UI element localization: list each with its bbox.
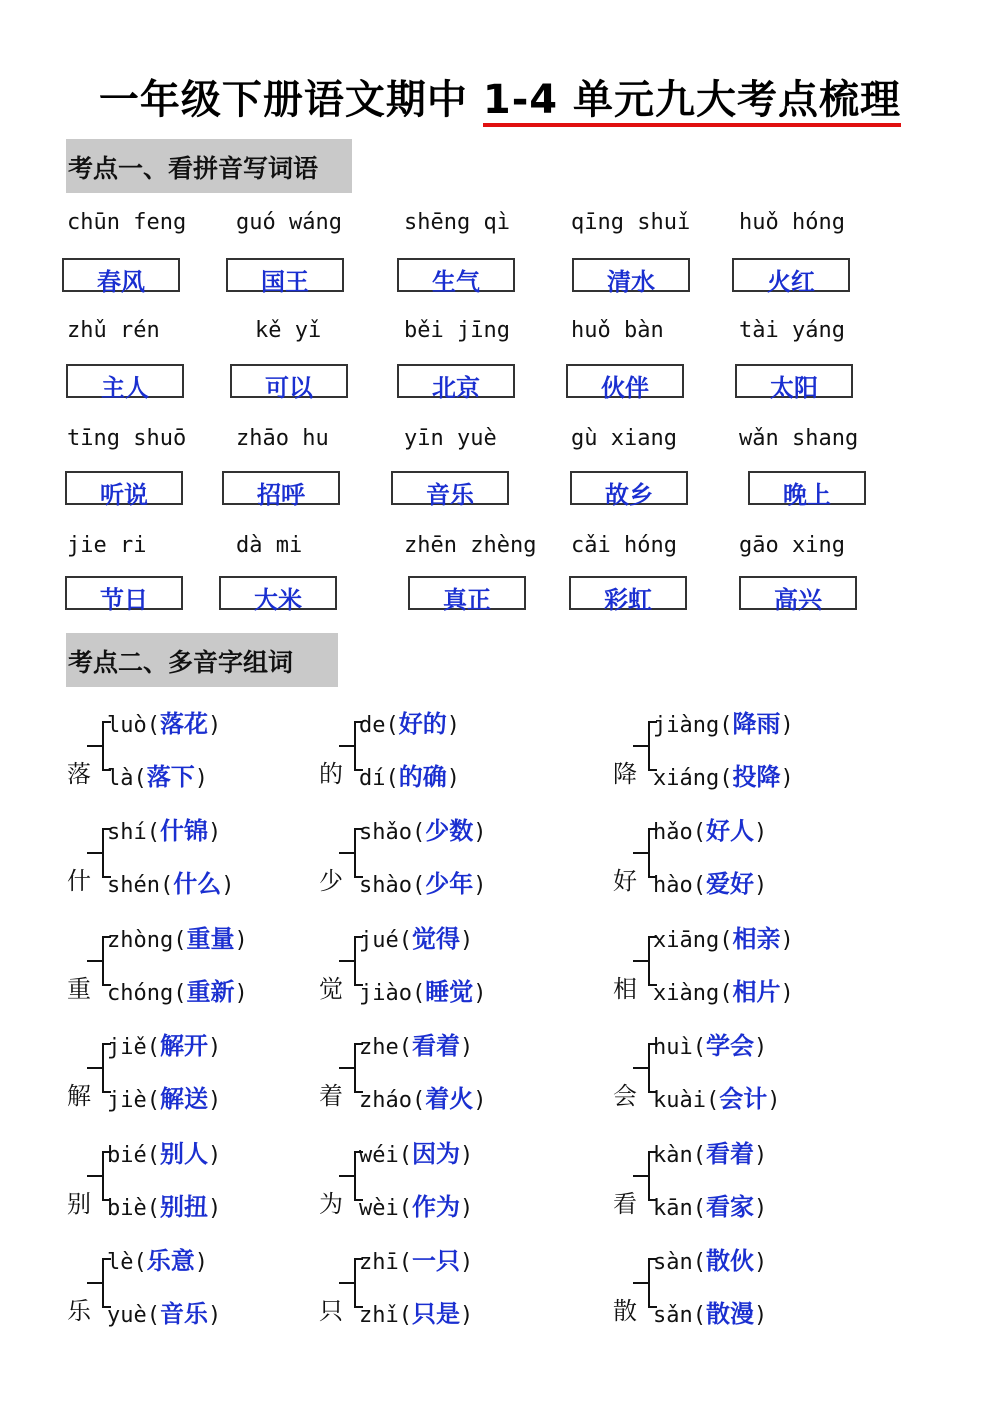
reading-2: shào(少年) bbox=[359, 870, 487, 898]
answer-word: 清水 bbox=[607, 268, 655, 296]
answer-box bbox=[570, 471, 688, 509]
reading-pinyin: jué bbox=[359, 928, 399, 953]
polyphonic-char: 为 bbox=[319, 1190, 343, 1218]
answer-box bbox=[566, 364, 684, 402]
reading-word: 散漫 bbox=[706, 1300, 754, 1328]
reading-pinyin: wéi bbox=[359, 1143, 399, 1168]
answer-box bbox=[569, 576, 687, 614]
polyphonic-group bbox=[613, 923, 893, 1023]
pinyin-label: qīng shuǐ bbox=[571, 210, 691, 235]
reading-2: zháo(着火) bbox=[359, 1085, 487, 1113]
reading-word: 少数 bbox=[425, 817, 474, 845]
answer-box bbox=[408, 576, 526, 614]
reading-word: 看着 bbox=[412, 1032, 460, 1060]
answer-word: 节日 bbox=[100, 586, 148, 614]
answer-word: 招呼 bbox=[257, 481, 305, 509]
polyphonic-group bbox=[613, 1245, 893, 1345]
reading-pinyin: zhe bbox=[359, 1035, 399, 1060]
reading-word: 只是 bbox=[412, 1300, 460, 1328]
polyphonic-group bbox=[613, 708, 893, 808]
reading-pinyin: shǎo bbox=[359, 820, 412, 845]
polyphonic-char: 重 bbox=[67, 975, 91, 1003]
reading-2: shén(什么) bbox=[107, 870, 235, 898]
reading-word: 落花 bbox=[160, 710, 208, 738]
reading-2: là(落下) bbox=[107, 763, 208, 791]
polyphonic-char: 少 bbox=[319, 867, 343, 895]
pinyin-label: huǒ hóng bbox=[739, 210, 845, 235]
reading-word: 着火 bbox=[425, 1085, 474, 1113]
pinyin-label: gāo xing bbox=[739, 533, 845, 558]
polyphonic-char: 别 bbox=[67, 1190, 91, 1218]
reading-2: xiàng(相片) bbox=[653, 978, 794, 1006]
reading-word: 解送 bbox=[160, 1085, 208, 1113]
reading-pinyin: shén bbox=[107, 873, 160, 898]
answer-word: 春风 bbox=[97, 268, 145, 296]
reading-pinyin: kàn bbox=[653, 1143, 693, 1168]
reading-2: biè(别扭) bbox=[107, 1193, 222, 1221]
answer-box bbox=[748, 471, 866, 509]
polyphonic-group bbox=[319, 815, 599, 915]
reading-1: zhī(一只) bbox=[359, 1247, 474, 1275]
reading-1: bié(别人) bbox=[107, 1140, 222, 1168]
reading-pinyin: jiào bbox=[359, 981, 412, 1006]
pinyin-label: zhāo hu bbox=[236, 426, 329, 451]
polyphonic-char: 降 bbox=[613, 760, 637, 788]
answer-box bbox=[397, 258, 515, 296]
answer-box bbox=[739, 576, 857, 614]
reading-word: 落下 bbox=[146, 763, 195, 791]
polyphonic-group bbox=[319, 1138, 599, 1238]
reading-pinyin: shào bbox=[359, 873, 412, 898]
polyphonic-group bbox=[613, 1138, 893, 1238]
reading-word: 重新 bbox=[186, 978, 235, 1006]
pinyin-label: guó wáng bbox=[236, 210, 342, 235]
reading-word: 少年 bbox=[425, 870, 474, 898]
reading-word: 好人 bbox=[706, 817, 754, 845]
reading-word: 别人 bbox=[160, 1140, 208, 1168]
polyphonic-group bbox=[319, 708, 599, 808]
reading-1: jiě(解开) bbox=[107, 1032, 222, 1060]
answer-box bbox=[732, 258, 850, 296]
polyphonic-char: 解 bbox=[67, 1082, 91, 1110]
page-title bbox=[0, 68, 1000, 125]
pinyin-label: běi jīng bbox=[404, 318, 510, 343]
answer-word: 高兴 bbox=[774, 586, 822, 614]
answer-box bbox=[222, 471, 340, 509]
reading-2: xiáng(投降) bbox=[653, 763, 794, 791]
reading-word: 音乐 bbox=[160, 1300, 208, 1328]
polyphonic-char: 散 bbox=[613, 1297, 637, 1325]
pinyin-label: yīn yuè bbox=[404, 426, 497, 451]
pinyin-label: tài yáng bbox=[739, 318, 845, 343]
reading-word: 因为 bbox=[412, 1140, 460, 1168]
reading-pinyin: zhǐ bbox=[359, 1303, 399, 1328]
answer-word: 听说 bbox=[100, 481, 148, 509]
reading-1: wéi(因为) bbox=[359, 1140, 474, 1168]
answer-box bbox=[65, 576, 183, 614]
answer-word: 晚上 bbox=[783, 481, 831, 509]
answer-box bbox=[62, 258, 180, 296]
polyphonic-group bbox=[67, 923, 347, 1023]
reading-2: jiè(解送) bbox=[107, 1085, 222, 1113]
reading-1: jué(觉得) bbox=[359, 925, 474, 953]
pinyin-label: dà mi bbox=[236, 533, 303, 558]
answer-word: 故乡 bbox=[605, 481, 653, 509]
reading-pinyin: wèi bbox=[359, 1196, 399, 1221]
reading-pinyin: hǎo bbox=[653, 820, 693, 845]
reading-pinyin: sàn bbox=[653, 1250, 693, 1275]
reading-1: sàn(散伙) bbox=[653, 1247, 768, 1275]
reading-pinyin: jiě bbox=[107, 1035, 147, 1060]
answer-box bbox=[226, 258, 344, 296]
reading-word: 的确 bbox=[398, 763, 447, 791]
reading-1: shǎo(少数) bbox=[359, 817, 487, 845]
answer-box bbox=[66, 364, 184, 402]
reading-word: 睡觉 bbox=[425, 978, 474, 1006]
polyphonic-char: 的 bbox=[319, 760, 343, 788]
reading-1: zhòng(重量) bbox=[107, 925, 248, 953]
pinyin-label: zhēn zhèng bbox=[404, 533, 537, 558]
polyphonic-group bbox=[67, 1030, 347, 1130]
reading-pinyin: là bbox=[107, 766, 134, 791]
polyphonic-group bbox=[613, 815, 893, 915]
reading-2: kuài(会计) bbox=[653, 1085, 781, 1113]
answer-word: 主人 bbox=[101, 374, 149, 402]
reading-pinyin: yuè bbox=[107, 1303, 147, 1328]
reading-word: 重量 bbox=[186, 925, 235, 953]
answer-box bbox=[735, 364, 853, 402]
reading-pinyin: jiè bbox=[107, 1088, 147, 1113]
reading-1: luò(落花) bbox=[107, 710, 222, 738]
pinyin-label: jie ri bbox=[67, 533, 147, 558]
polyphonic-char: 什 bbox=[67, 867, 91, 895]
reading-2: kān(看家) bbox=[653, 1193, 768, 1221]
answer-box bbox=[397, 364, 515, 402]
reading-pinyin: sǎn bbox=[653, 1303, 693, 1328]
reading-pinyin: zhī bbox=[359, 1250, 399, 1275]
reading-pinyin: dí bbox=[359, 766, 386, 791]
reading-2: zhǐ(只是) bbox=[359, 1300, 474, 1328]
reading-1: shí(什锦) bbox=[107, 817, 222, 845]
reading-1: hǎo(好人) bbox=[653, 817, 768, 845]
answer-word: 音乐 bbox=[426, 481, 474, 509]
reading-pinyin: lè bbox=[107, 1250, 134, 1275]
answer-box bbox=[219, 576, 337, 614]
answer-word: 北京 bbox=[432, 374, 480, 402]
reading-pinyin: kān bbox=[653, 1196, 693, 1221]
reading-pinyin: luò bbox=[107, 713, 147, 738]
polyphonic-group bbox=[67, 1138, 347, 1238]
reading-pinyin: jiàng bbox=[653, 713, 720, 738]
section2-heading: 考点二、多音字组词 bbox=[66, 633, 338, 687]
reading-word: 散伙 bbox=[706, 1247, 754, 1275]
pinyin-label: wǎn shang bbox=[739, 426, 859, 451]
pinyin-label: cǎi hóng bbox=[571, 533, 677, 558]
reading-2: yuè(音乐) bbox=[107, 1300, 222, 1328]
pinyin-label: chūn feng bbox=[67, 210, 187, 235]
answer-box bbox=[391, 471, 509, 509]
answer-word: 太阳 bbox=[770, 374, 818, 402]
reading-word: 解开 bbox=[160, 1032, 208, 1060]
pinyin-label: tīng shuō bbox=[67, 426, 187, 451]
reading-word: 相片 bbox=[732, 978, 781, 1006]
reading-1: zhe(看着) bbox=[359, 1032, 474, 1060]
polyphonic-group bbox=[319, 1245, 599, 1345]
answer-word: 国王 bbox=[261, 268, 309, 296]
polyphonic-char: 看 bbox=[613, 1190, 637, 1218]
answer-box bbox=[65, 471, 183, 509]
polyphonic-group bbox=[67, 815, 347, 915]
reading-word: 什锦 bbox=[160, 817, 208, 845]
pinyin-label: gù xiang bbox=[571, 426, 677, 451]
reading-word: 看着 bbox=[706, 1140, 754, 1168]
reading-word: 看家 bbox=[706, 1193, 754, 1221]
polyphonic-group bbox=[319, 1030, 599, 1130]
reading-word: 什么 bbox=[173, 870, 222, 898]
reading-word: 投降 bbox=[732, 763, 781, 791]
title-main: 一年级下册语文期中 bbox=[98, 77, 483, 123]
reading-word: 乐意 bbox=[146, 1247, 195, 1275]
pinyin-label: kě yǐ bbox=[255, 318, 322, 343]
reading-word: 会计 bbox=[719, 1085, 768, 1113]
answer-word: 伙伴 bbox=[601, 374, 649, 402]
reading-pinyin: huì bbox=[653, 1035, 693, 1060]
answer-word: 真正 bbox=[443, 586, 491, 614]
reading-2: dí(的确) bbox=[359, 763, 460, 791]
reading-pinyin: zháo bbox=[359, 1088, 412, 1113]
reading-1: lè(乐意) bbox=[107, 1247, 208, 1275]
polyphonic-group bbox=[613, 1030, 893, 1130]
reading-pinyin: shí bbox=[107, 820, 147, 845]
reading-pinyin: zhòng bbox=[107, 928, 174, 953]
answer-box bbox=[230, 364, 348, 402]
reading-pinyin: bié bbox=[107, 1143, 147, 1168]
pinyin-label: huǒ bàn bbox=[571, 318, 664, 343]
reading-pinyin: xiàng bbox=[653, 981, 720, 1006]
reading-1: kàn(看着) bbox=[653, 1140, 768, 1168]
reading-2: wèi(作为) bbox=[359, 1193, 474, 1221]
reading-2: hào(爱好) bbox=[653, 870, 768, 898]
reading-word: 作为 bbox=[412, 1193, 460, 1221]
reading-word: 爱好 bbox=[706, 870, 754, 898]
polyphonic-char: 好 bbox=[613, 867, 637, 895]
reading-pinyin: xiāng bbox=[653, 928, 720, 953]
reading-2: chóng(重新) bbox=[107, 978, 248, 1006]
polyphonic-group bbox=[67, 708, 347, 808]
answer-word: 大米 bbox=[254, 586, 302, 614]
reading-word: 觉得 bbox=[412, 925, 460, 953]
reading-1: huì(学会) bbox=[653, 1032, 768, 1060]
polyphonic-char: 会 bbox=[613, 1082, 637, 1110]
answer-word: 可以 bbox=[265, 374, 313, 402]
reading-2: jiào(睡觉) bbox=[359, 978, 487, 1006]
polyphonic-char: 只 bbox=[319, 1297, 343, 1325]
section1-heading: 考点一、看拼音写词语 bbox=[66, 139, 352, 193]
polyphonic-char: 相 bbox=[613, 975, 637, 1003]
title-underlined: 1-4 单元九大考点梳理 bbox=[483, 77, 901, 127]
answer-box bbox=[572, 258, 690, 296]
reading-word: 学会 bbox=[706, 1032, 754, 1060]
polyphonic-char: 觉 bbox=[319, 975, 343, 1003]
reading-1: jiàng(降雨) bbox=[653, 710, 794, 738]
answer-word: 生气 bbox=[432, 268, 480, 296]
pinyin-label: zhǔ rén bbox=[67, 318, 160, 343]
reading-word: 好的 bbox=[398, 710, 447, 738]
reading-1: de(好的) bbox=[359, 710, 460, 738]
reading-word: 一只 bbox=[412, 1247, 460, 1275]
reading-word: 降雨 bbox=[732, 710, 781, 738]
reading-word: 相亲 bbox=[732, 925, 781, 953]
reading-pinyin: kuài bbox=[653, 1088, 706, 1113]
reading-1: xiāng(相亲) bbox=[653, 925, 794, 953]
polyphonic-char: 落 bbox=[67, 760, 91, 788]
reading-2: sǎn(散漫) bbox=[653, 1300, 768, 1328]
reading-pinyin: chóng bbox=[107, 981, 174, 1006]
reading-pinyin: de bbox=[359, 713, 386, 738]
reading-word: 别扭 bbox=[160, 1193, 208, 1221]
polyphonic-group bbox=[319, 923, 599, 1023]
pinyin-label: shēng qì bbox=[404, 210, 510, 235]
polyphonic-char: 乐 bbox=[67, 1297, 91, 1325]
reading-pinyin: hào bbox=[653, 873, 693, 898]
reading-pinyin: biè bbox=[107, 1196, 147, 1221]
answer-word: 彩虹 bbox=[604, 586, 652, 614]
reading-pinyin: xiáng bbox=[653, 766, 720, 791]
polyphonic-char: 着 bbox=[319, 1082, 343, 1110]
polyphonic-group bbox=[67, 1245, 347, 1345]
answer-word: 火红 bbox=[767, 268, 815, 296]
